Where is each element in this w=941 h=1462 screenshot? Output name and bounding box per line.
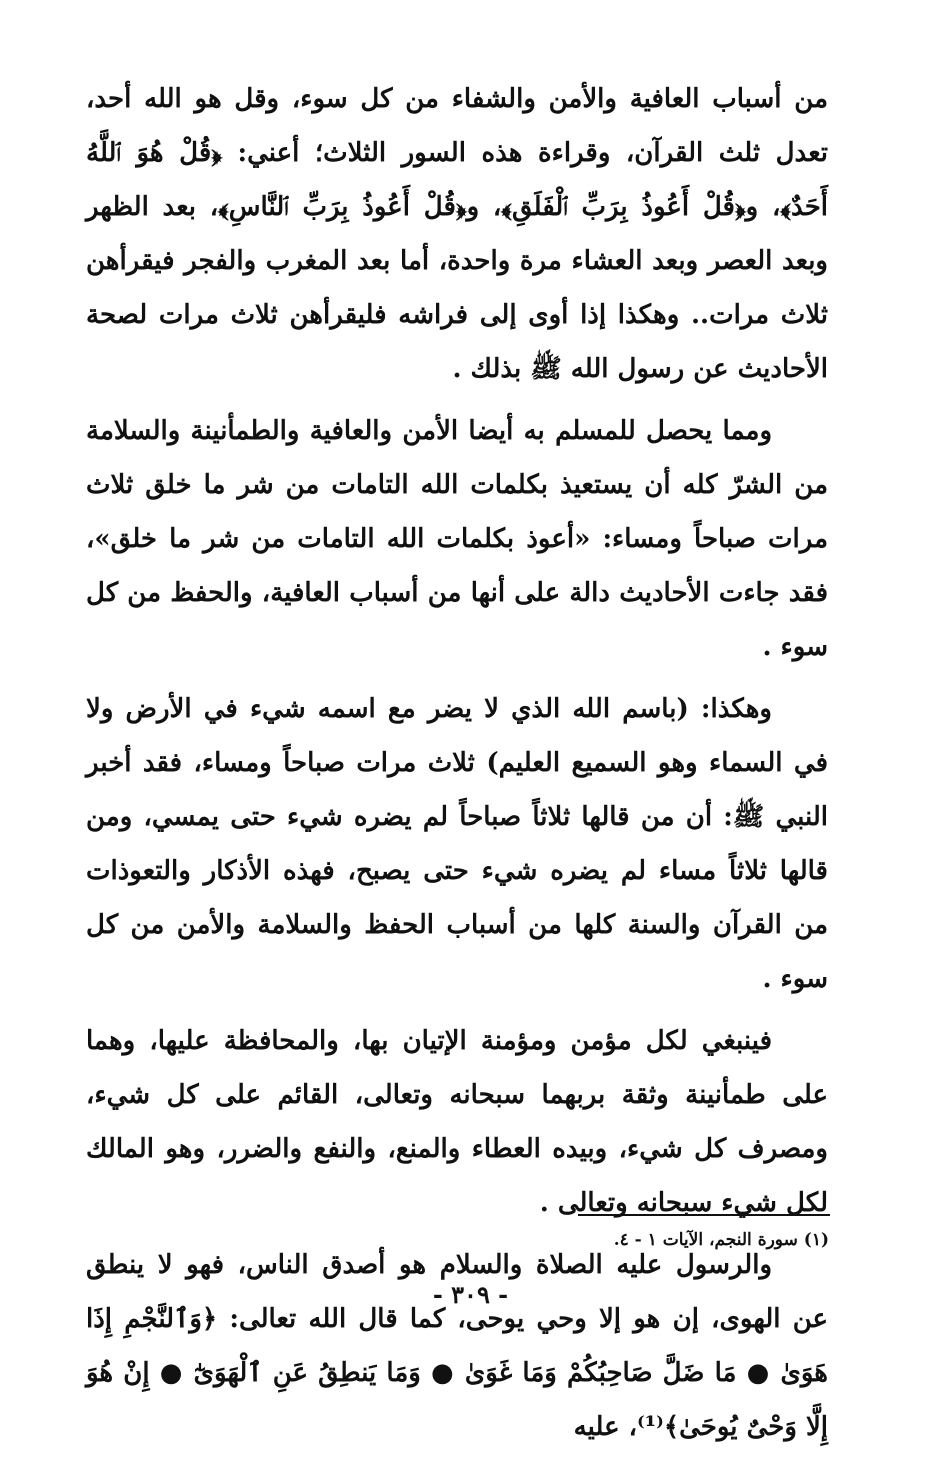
paragraph-1: من أسباب العافية والأمن والشفاء من كل سوء، وقل هو الله أحد، تعدل ثلث القرآن، وقراءة هذه السور الثلاث؛ أعني: ﴿قُلْ هُوَ ٱللَّهُ أَحَدٌ﴾، و﴿قُلْ أَعُوذُ بِرَبِّ ٱلْفَلَقِ﴾، و﴿قُلْ أَعُوذُ بِرَبِّ ٱلنَّاسِ﴾، بعد الظهر وبعد العصر وبعد العشاء مرة واحدة، أما بعد المغرب والفجر فيقرأهن ثلاث مرات.. وهكذا إذا أوى إلى فراشه فليقرأهن ثلاث مرات لصحة الأحاديث عن رسول الله ﷺ بذلك . — [86, 84, 828, 384]
paragraph-4: فينبغي لكل مؤمن ومؤمنة الإتيان بها، والمحافظة عليها، وهما على طمأنينة وثقة بربهما سبحانه وتعالى، القائم على كل شيء، ومصرف كل شيء، وبيده العطاء والمنع، والنفع والضرر، وهو المالك لكل شيء سبحانه وتعالى . — [86, 1026, 828, 1218]
paragraph-3: وهكذا: (باسم الله الذي لا يضر مع اسمه شيء في الأرض ولا في السماء وهو السميع العليم) ثلاث مرات صباحاً ومساء، فقد أخبر النبي ﷺ: أن من قالها ثلاثاً صباحاً لم يضره شيء حتى يمسي، ومن قالها ثلاثاً مساء لم يضره شيء حتى يصبح، فهذه الأذكار والتعوذات من القرآن والسنة كلها من أسباب الحفظ والسلامة والأمن من كل سوء . — [86, 694, 829, 994]
paragraph-5: والرسول عليه الصلاة والسلام هو أصدق الناس، فهو لا ينطق عن الهوى، إن هو إلا وحي يوحى، كما قال الله تعالى: ﴿وَٱلنَّجْمِ إِذَا هَوَىٰ ● مَا ضَلَّ صَاحِبُكُمْ وَمَا غَوَىٰ ● وَمَا يَنطِقُ عَنِ ٱلْهَوَىٰٓ ● إِنْ هُوَ إِلَّا وَحْىٌ يُوحَىٰ﴾⁽¹⁾، عليه — [86, 1250, 828, 1442]
page-number: - ٣٠٩ - — [432, 1280, 509, 1309]
footnote-divider — [578, 1214, 830, 1216]
paragraph-2: ومما يحصل للمسلم به أيضا الأمن والعافية والطمأنينة والسلامة من الشرّ كله أن يستعيذ بكلمات الله التامات من شر ما خلق ثلاث مرات صباحاً ومساء: «أعوذ بكلمات الله التامات من شر ما خلق»، فقد جاءت الأحاديث دالة على أنها من أسباب العافية، والحفظ من كل سوء . — [86, 416, 828, 662]
footnote: (١) سورة النجم، الآيات ١ - ٤. — [613, 1230, 829, 1250]
